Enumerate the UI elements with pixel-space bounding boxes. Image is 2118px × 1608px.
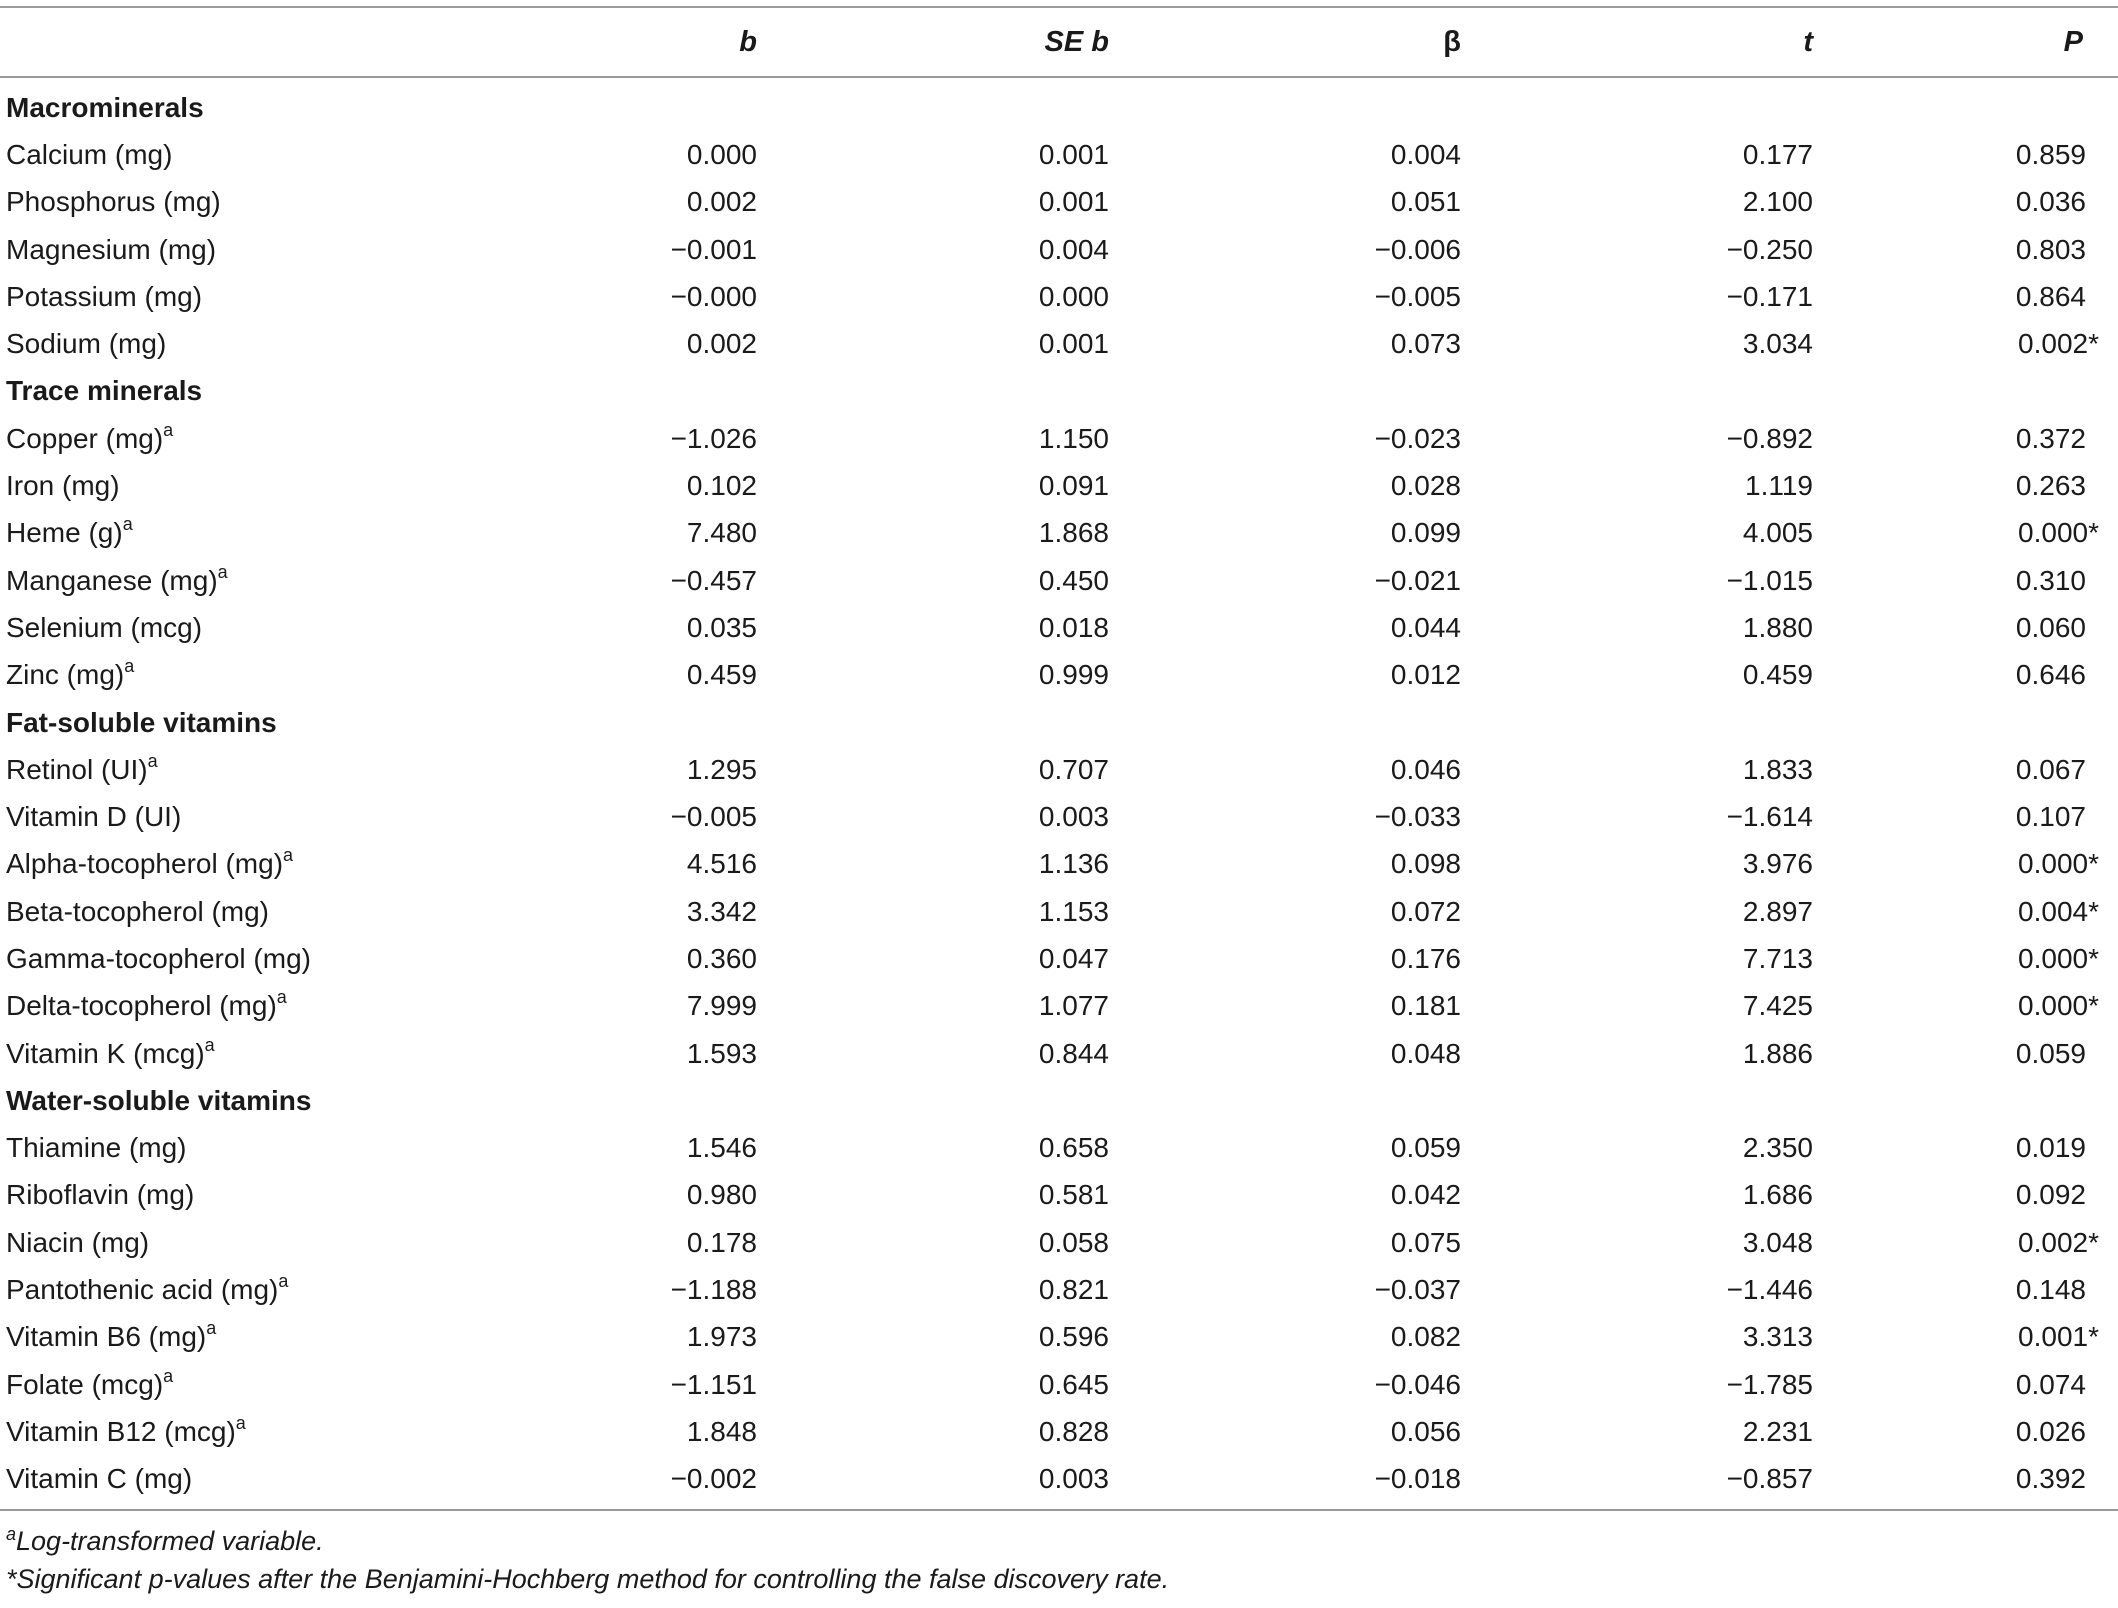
- cell-beta: 0.072: [1390, 895, 1461, 927]
- cell-b: −0.002: [670, 1463, 757, 1495]
- table-header: [0, 7, 2118, 77]
- cell-p: [1848, 841, 2118, 888]
- table-row: [0, 1408, 2118, 1455]
- table-row: [0, 226, 2118, 273]
- table-row: [0, 1266, 2118, 1313]
- cell-p: [1848, 1030, 2118, 1077]
- section-title: Water-soluble vitamins: [6, 1084, 312, 1116]
- table-row: [0, 935, 2118, 982]
- cell-t: 1.833: [1742, 753, 1813, 785]
- row-label: Delta-tocopherol (mg): [6, 990, 277, 1022]
- cell-p: [1848, 510, 2118, 557]
- row-label-cell: [0, 179, 440, 226]
- cell-t: 7.425: [1742, 990, 1813, 1022]
- row-label-cell: [0, 1172, 440, 1219]
- row-label: Sodium (mg): [6, 328, 167, 360]
- row-label: Vitamin B6 (mg): [6, 1321, 207, 1353]
- cell-b: 0.102: [686, 470, 757, 502]
- table-row: [0, 1219, 2118, 1266]
- significance-marker: *: [2088, 1226, 2099, 1258]
- row-label-cell: [0, 1408, 440, 1455]
- log-transform-marker: a: [235, 1412, 246, 1433]
- table-row: [0, 1361, 2118, 1408]
- significance-marker: *: [2088, 1321, 2099, 1353]
- footnote-log-transformed: [6, 1522, 1169, 1560]
- header-b: b: [739, 25, 757, 58]
- cell-se-b: 0.844: [1038, 1037, 1109, 1069]
- log-transform-marker: a: [206, 1318, 217, 1339]
- row-label: Niacin (mg): [6, 1226, 150, 1258]
- row-label: Magnesium (mg): [6, 233, 217, 265]
- cell-t: 2.100: [1742, 186, 1813, 218]
- cell-beta: 0.004: [1390, 138, 1461, 170]
- table-body: [0, 77, 2118, 1510]
- cell-p: [1848, 604, 2118, 651]
- section-title: Macrominerals: [6, 91, 204, 123]
- table-row: [0, 462, 2118, 509]
- row-label-cell: [0, 935, 440, 982]
- row-label: Folate (mcg): [6, 1368, 164, 1400]
- row-label-cell: [0, 1314, 440, 1361]
- row-label: Riboflavin (mg): [6, 1179, 195, 1211]
- significance-marker: *: [2088, 328, 2099, 360]
- cell-b: −1.188: [670, 1274, 757, 1306]
- row-label-cell: [0, 320, 440, 367]
- cell-beta: 0.056: [1390, 1415, 1461, 1447]
- p-value: 0.067: [2015, 753, 2086, 785]
- cell-se-b: 0.707: [1038, 753, 1109, 785]
- cell-b: 0.035: [686, 611, 757, 643]
- p-value: 0.074: [2015, 1368, 2086, 1400]
- cell-p: [1848, 1172, 2118, 1219]
- cell-beta: 0.181: [1390, 990, 1461, 1022]
- row-label: Heme (g): [6, 517, 123, 549]
- cell-beta: −0.033: [1374, 801, 1461, 833]
- cell-se-b: 0.018: [1038, 611, 1109, 643]
- p-value: 0.392: [2015, 1463, 2086, 1495]
- p-value: 0.036: [2015, 186, 2086, 218]
- footnote-log-text: Log-transformed variable.: [16, 1526, 324, 1556]
- significance-marker: *: [2088, 848, 2099, 880]
- footnote-marker: a: [6, 1524, 17, 1544]
- significance-marker: *: [2088, 990, 2099, 1022]
- cell-beta: 0.042: [1390, 1179, 1461, 1211]
- cell-se-b: 0.581: [1038, 1179, 1109, 1211]
- cell-t: 3.048: [1742, 1226, 1813, 1258]
- cell-beta: 0.082: [1390, 1321, 1461, 1353]
- table-row: [0, 1172, 2118, 1219]
- cell-se-b: 0.450: [1038, 564, 1109, 596]
- log-transform-marker: a: [278, 1271, 289, 1292]
- table-row: [0, 510, 2118, 557]
- cell-beta: 0.012: [1390, 659, 1461, 691]
- cell-beta: −0.046: [1374, 1368, 1461, 1400]
- cell-p: [1848, 273, 2118, 320]
- cell-beta: −0.037: [1374, 1274, 1461, 1306]
- cell-se-b: 1.868: [1038, 517, 1109, 549]
- cell-p: [1848, 935, 2118, 982]
- row-label: Phosphorus (mg): [6, 186, 221, 218]
- cell-se-b: 0.001: [1038, 328, 1109, 360]
- cell-b: 3.342: [686, 895, 757, 927]
- table-row: [0, 557, 2118, 604]
- cell-b: 0.002: [686, 186, 757, 218]
- cell-t: 3.034: [1742, 328, 1813, 360]
- cell-b: −0.000: [670, 280, 757, 312]
- p-value: 0.002: [2018, 328, 2089, 360]
- cell-b: −1.026: [670, 422, 757, 454]
- cell-p: [1848, 888, 2118, 935]
- cell-b: 1.973: [686, 1321, 757, 1353]
- header-t: t: [1803, 25, 1813, 58]
- cell-b: 7.480: [686, 517, 757, 549]
- cell-se-b: 0.091: [1038, 470, 1109, 502]
- cell-se-b: 0.596: [1038, 1321, 1109, 1353]
- log-transform-marker: a: [163, 1365, 174, 1386]
- cell-t: 1.686: [1742, 1179, 1813, 1211]
- cell-b: 0.459: [686, 659, 757, 691]
- table-row: [0, 1125, 2118, 1172]
- p-value: 0.000: [2018, 848, 2089, 880]
- cell-b: 0.000: [686, 138, 757, 170]
- p-value: 0.859: [2015, 138, 2086, 170]
- table-row: [0, 320, 2118, 367]
- cell-p: [1848, 1125, 2118, 1172]
- row-label-cell: [0, 1456, 440, 1510]
- cell-p: [1848, 226, 2118, 273]
- row-label: Alpha-tocopherol (mg): [6, 848, 284, 880]
- cell-b: 7.999: [686, 990, 757, 1022]
- cell-t: 0.177: [1742, 138, 1813, 170]
- header-p: P: [2063, 25, 2083, 58]
- log-transform-marker: a: [163, 419, 174, 440]
- significance-marker: *: [2088, 895, 2099, 927]
- log-transform-marker: a: [122, 514, 133, 535]
- table-row: [0, 273, 2118, 320]
- cell-t: −1.446: [1726, 1274, 1813, 1306]
- cell-b: −0.457: [670, 564, 757, 596]
- cell-t: 2.350: [1742, 1132, 1813, 1164]
- cell-t: 3.976: [1742, 848, 1813, 880]
- cell-se-b: 0.003: [1038, 801, 1109, 833]
- p-value: 0.000: [2018, 990, 2089, 1022]
- row-label: Copper (mg): [6, 422, 164, 454]
- table-row: [0, 1030, 2118, 1077]
- table-row: [0, 841, 2118, 888]
- row-label: Manganese (mg): [6, 564, 218, 596]
- cell-t: 0.459: [1742, 659, 1813, 691]
- cell-se-b: 1.150: [1038, 422, 1109, 454]
- cell-t: 3.313: [1742, 1321, 1813, 1353]
- row-label-cell: [0, 510, 440, 557]
- row-label-cell: [0, 226, 440, 273]
- cell-t: −1.015: [1726, 564, 1813, 596]
- log-transform-marker: a: [276, 987, 287, 1008]
- cell-se-b: 0.821: [1038, 1274, 1109, 1306]
- cell-beta: 0.028: [1390, 470, 1461, 502]
- cell-t: 7.713: [1742, 942, 1813, 974]
- row-label-cell: [0, 1266, 440, 1313]
- cell-p: [1848, 746, 2118, 793]
- p-value: 0.026: [2015, 1415, 2086, 1447]
- cell-beta: 0.099: [1390, 517, 1461, 549]
- p-value: 0.310: [2015, 564, 2086, 596]
- p-value: 0.000: [2018, 942, 2089, 974]
- cell-b: 1.295: [686, 753, 757, 785]
- cell-p: [1848, 1314, 2118, 1361]
- regression-table-container: [0, 6, 2118, 1511]
- row-label-cell: [0, 1030, 440, 1077]
- cell-p: [1848, 415, 2118, 462]
- row-label: Calcium (mg): [6, 138, 173, 170]
- cell-t: −0.857: [1726, 1463, 1813, 1495]
- cell-t: 2.231: [1742, 1415, 1813, 1447]
- cell-se-b: 0.645: [1038, 1368, 1109, 1400]
- cell-beta: 0.046: [1390, 753, 1461, 785]
- cell-b: 1.848: [686, 1415, 757, 1447]
- table-row: [0, 131, 2118, 178]
- p-value: 0.372: [2015, 422, 2086, 454]
- table-row: [0, 415, 2118, 462]
- row-label: Thiamine (mg): [6, 1132, 187, 1164]
- significance-marker: *: [2088, 942, 2099, 974]
- row-label-cell: [0, 604, 440, 651]
- cell-b: 0.178: [686, 1226, 757, 1258]
- row-label: Vitamin D (UI): [6, 801, 182, 833]
- cell-beta: 0.075: [1390, 1226, 1461, 1258]
- table-footnotes: [6, 1522, 1169, 1598]
- p-value: 0.060: [2015, 611, 2086, 643]
- cell-t: −1.785: [1726, 1368, 1813, 1400]
- table-row: [0, 604, 2118, 651]
- cell-se-b: 0.001: [1038, 186, 1109, 218]
- p-value: 0.059: [2015, 1037, 2086, 1069]
- row-label: Retinol (UI): [6, 753, 148, 785]
- table-row: [0, 179, 2118, 226]
- row-label: Pantothenic acid (mg): [6, 1274, 279, 1306]
- cell-b: 0.980: [686, 1179, 757, 1211]
- cell-beta: −0.006: [1374, 233, 1461, 265]
- row-label-cell: [0, 1361, 440, 1408]
- table-row: [0, 888, 2118, 935]
- row-label: Iron (mg): [6, 470, 120, 502]
- header-row: [0, 7, 2118, 77]
- cell-beta: 0.059: [1390, 1132, 1461, 1164]
- cell-b: −0.005: [670, 801, 757, 833]
- row-label-cell: [0, 793, 440, 840]
- table-row: [0, 746, 2118, 793]
- p-value: 0.864: [2015, 280, 2086, 312]
- row-label: Potassium (mg): [6, 280, 203, 312]
- cell-p: [1848, 652, 2118, 699]
- cell-beta: 0.051: [1390, 186, 1461, 218]
- cell-se-b: 0.658: [1038, 1132, 1109, 1164]
- section-header-row: [0, 368, 2118, 415]
- cell-b: 0.002: [686, 328, 757, 360]
- cell-beta: −0.005: [1374, 280, 1461, 312]
- p-value: 0.803: [2015, 233, 2086, 265]
- cell-beta: 0.073: [1390, 328, 1461, 360]
- cell-t: 1.886: [1742, 1037, 1813, 1069]
- table-row: [0, 793, 2118, 840]
- p-value: 0.002: [2018, 1226, 2089, 1258]
- row-label-cell: [0, 1219, 440, 1266]
- section-title: Trace minerals: [6, 375, 203, 407]
- cell-b: 1.546: [686, 1132, 757, 1164]
- cell-p: [1848, 983, 2118, 1030]
- cell-se-b: 1.153: [1038, 895, 1109, 927]
- row-label-cell: [0, 557, 440, 604]
- cell-b: −0.001: [670, 233, 757, 265]
- p-value: 0.107: [2015, 801, 2086, 833]
- row-label: Vitamin C (mg): [6, 1463, 193, 1495]
- cell-se-b: 0.003: [1038, 1463, 1109, 1495]
- cell-t: 1.119: [1745, 470, 1813, 502]
- cell-p: [1848, 462, 2118, 509]
- cell-p: [1848, 1266, 2118, 1313]
- log-transform-marker: a: [204, 1034, 215, 1055]
- cell-t: 2.897: [1742, 895, 1813, 927]
- cell-se-b: 0.058: [1038, 1226, 1109, 1258]
- cell-se-b: 0.001: [1038, 138, 1109, 170]
- row-label-cell: [0, 415, 440, 462]
- cell-t: −0.892: [1726, 422, 1813, 454]
- cell-beta: 0.176: [1390, 942, 1461, 974]
- log-transform-marker: a: [147, 750, 158, 771]
- p-value: 0.000: [2018, 517, 2089, 549]
- row-label-cell: [0, 273, 440, 320]
- cell-p: [1848, 179, 2118, 226]
- cell-t: 1.880: [1742, 611, 1813, 643]
- header-beta: β: [1443, 25, 1461, 58]
- cell-p: [1848, 793, 2118, 840]
- row-label: Selenium (mcg): [6, 611, 203, 643]
- cell-t: −1.614: [1726, 801, 1813, 833]
- p-value: 0.019: [2015, 1132, 2086, 1164]
- regression-table: [0, 6, 2118, 1511]
- row-label: Zinc (mg): [6, 659, 125, 691]
- section-header-row: [0, 699, 2118, 746]
- section-title: Fat-soluble vitamins: [6, 706, 277, 738]
- cell-p: [1848, 131, 2118, 178]
- cell-p: [1848, 1219, 2118, 1266]
- log-transform-marker: a: [283, 845, 294, 866]
- cell-t: −0.250: [1726, 233, 1813, 265]
- p-value: 0.646: [2015, 659, 2086, 691]
- cell-se-b: 1.077: [1038, 990, 1109, 1022]
- row-label-cell: [0, 462, 440, 509]
- cell-p: [1848, 320, 2118, 367]
- row-label-cell: [0, 652, 440, 699]
- p-value: 0.148: [2015, 1274, 2086, 1306]
- cell-se-b: 0.828: [1038, 1415, 1109, 1447]
- log-transform-marker: a: [217, 561, 228, 582]
- row-label-cell: [0, 983, 440, 1030]
- cell-b: 1.593: [686, 1037, 757, 1069]
- cell-se-b: 0.004: [1038, 233, 1109, 265]
- row-label-cell: [0, 1125, 440, 1172]
- table-row: [0, 983, 2118, 1030]
- cell-beta: −0.023: [1374, 422, 1461, 454]
- cell-p: [1848, 557, 2118, 604]
- table-row: [0, 1456, 2118, 1510]
- cell-se-b: 0.999: [1038, 659, 1109, 691]
- row-label-cell: [0, 888, 440, 935]
- table-row: [0, 652, 2118, 699]
- cell-p: [1848, 1456, 2118, 1510]
- row-label-cell: [0, 841, 440, 888]
- p-value: 0.263: [2015, 470, 2086, 502]
- cell-se-b: 1.136: [1038, 848, 1109, 880]
- cell-beta: 0.048: [1390, 1037, 1461, 1069]
- log-transform-marker: a: [124, 656, 135, 677]
- cell-se-b: 0.000: [1038, 280, 1109, 312]
- cell-beta: −0.021: [1374, 564, 1461, 596]
- cell-beta: −0.018: [1374, 1463, 1461, 1495]
- row-label: Vitamin B12 (mcg): [6, 1415, 236, 1447]
- p-value: 0.092: [2015, 1179, 2086, 1211]
- p-value: 0.004: [2018, 895, 2089, 927]
- p-value: 0.001: [2018, 1321, 2089, 1353]
- row-label: Vitamin K (mcg): [6, 1037, 205, 1069]
- section-header-row: [0, 77, 2118, 131]
- cell-b: 0.360: [686, 942, 757, 974]
- row-label: Beta-tocopherol (mg): [6, 895, 270, 927]
- cell-beta: 0.098: [1390, 848, 1461, 880]
- header-se-b: SE b: [1044, 25, 1109, 58]
- cell-p: [1848, 1408, 2118, 1455]
- row-label: Gamma-tocopherol (mg): [6, 942, 311, 974]
- cell-b: 4.516: [686, 848, 757, 880]
- header-label: [0, 7, 440, 77]
- cell-t: 4.005: [1742, 517, 1813, 549]
- cell-beta: 0.044: [1390, 611, 1461, 643]
- cell-p: [1848, 1361, 2118, 1408]
- row-label-cell: [0, 131, 440, 178]
- row-label-cell: [0, 746, 440, 793]
- cell-b: −1.151: [670, 1368, 757, 1400]
- cell-se-b: 0.047: [1038, 942, 1109, 974]
- cell-t: −0.171: [1726, 280, 1813, 312]
- significance-marker: *: [2088, 517, 2099, 549]
- footnote-significance: *Significant p-values after the Benjamini-Hochberg method for controlling the false discovery rate.: [6, 1564, 1170, 1594]
- table-row: [0, 1314, 2118, 1361]
- section-header-row: [0, 1077, 2118, 1124]
